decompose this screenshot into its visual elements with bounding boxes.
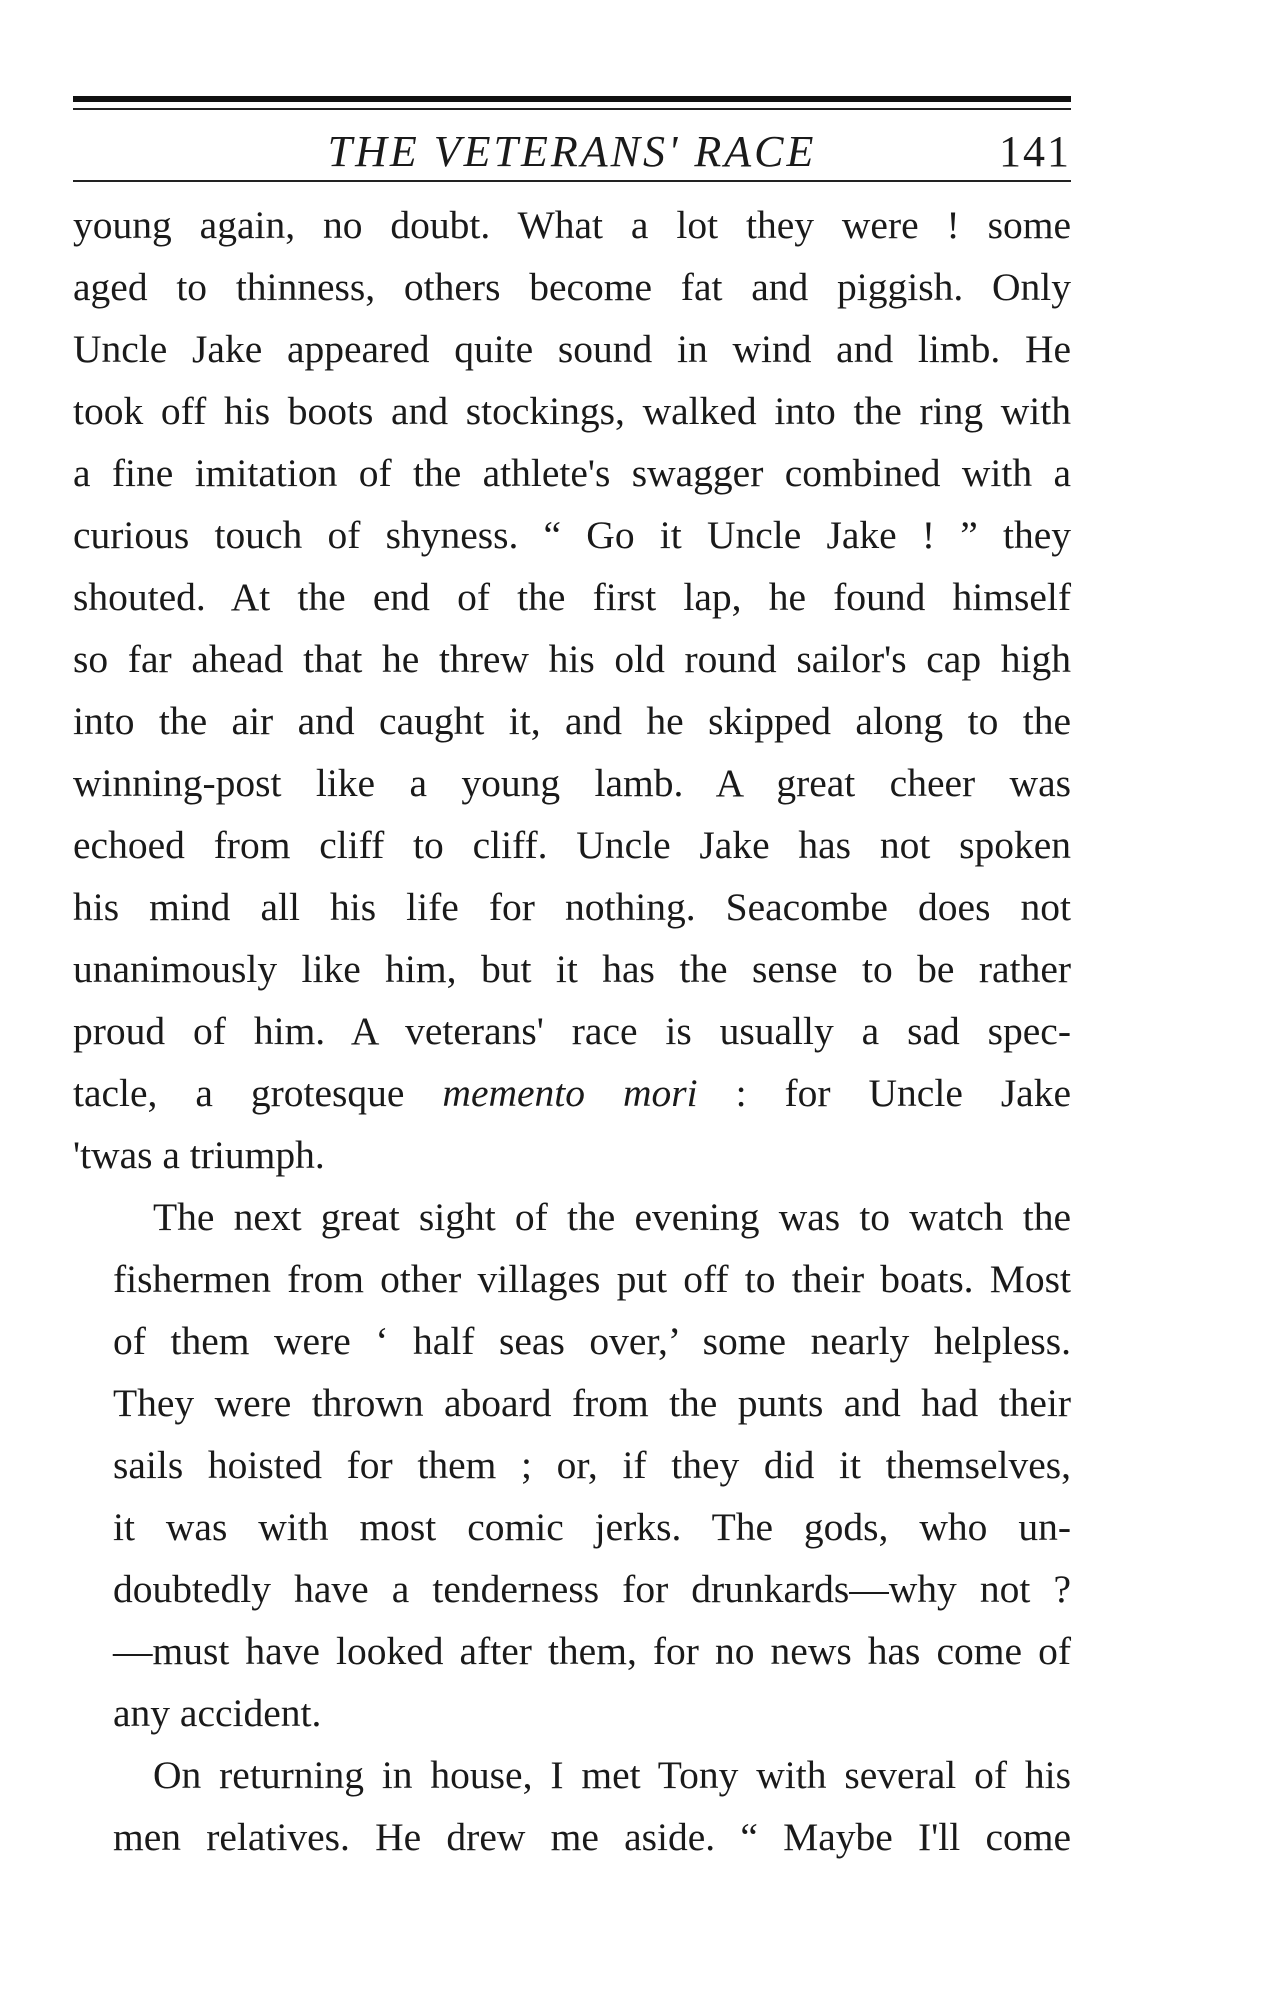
body-text bbox=[73, 194, 1071, 1868]
text-line: On returning in house, I met Tony with several of his bbox=[153, 1753, 1071, 1797]
text-line: young again, no doubt. What a lot they were ! some bbox=[73, 203, 1071, 247]
text-line: 'twas a triumph. bbox=[73, 1133, 325, 1177]
text-line: sails hoisted for them ; or, if they did it themselves, bbox=[113, 1443, 1071, 1487]
text-line: echoed from cliff to cliff. Uncle Jake has not spoken bbox=[73, 823, 1071, 867]
paragraph-2 bbox=[73, 1186, 1071, 1744]
text-line: Uncle Jake appeared quite sound in wind and limb. He bbox=[73, 327, 1071, 371]
text-line: into the air and caught it, and he skipped along to the bbox=[73, 699, 1071, 743]
text-line: took off his boots and stockings, walked into the ring with bbox=[73, 389, 1071, 433]
page-number: 141 bbox=[999, 127, 1071, 176]
text-line: fishermen from other villages put off to their boats. Most bbox=[113, 1257, 1071, 1301]
header-top-thick-rule bbox=[73, 96, 1071, 102]
text-line: They were thrown aboard from the punts and had their bbox=[113, 1381, 1071, 1425]
text-line: shouted. At the end of the first lap, he found himself bbox=[73, 575, 1071, 619]
text-line: —must have looked after them, for no news has come of bbox=[113, 1629, 1071, 1673]
header-bottom-rule bbox=[73, 180, 1071, 182]
running-title: THE VETERANS' RACE bbox=[327, 127, 817, 176]
paragraph-3 bbox=[73, 1744, 1071, 1868]
text-fragment: : for Uncle Jake bbox=[697, 1071, 1072, 1115]
text-line: aged to thinness, others become fat and piggish. Only bbox=[73, 265, 1071, 309]
text-line: so far ahead that he threw his old round sailor's cap high bbox=[73, 637, 1071, 681]
paragraph-1 bbox=[73, 194, 1071, 1186]
text-line: doubtedly have a tenderness for drunkards—why not ? bbox=[113, 1567, 1071, 1611]
text-line: The next great sight of the evening was to watch the bbox=[153, 1195, 1071, 1239]
text-line: winning-post like a young lamb. A great cheer was bbox=[73, 761, 1071, 805]
text-line: a fine imitation of the athlete's swagger combined with a bbox=[73, 451, 1071, 495]
text-line: of them were ‘ half seas over,’ some nearly helpless. bbox=[113, 1319, 1071, 1363]
text-line: his mind all his life for nothing. Seacombe does not bbox=[73, 885, 1071, 929]
text-line-with-italic bbox=[73, 1062, 1071, 1124]
text-line: proud of him. A veterans' race is usually a sad spec- bbox=[73, 1009, 1071, 1053]
text-fragment: tacle, a grotesque bbox=[73, 1071, 443, 1115]
text-line: men relatives. He drew me aside. “ Maybe I'll come bbox=[113, 1815, 1071, 1859]
text-line: unanimously like him, but it has the sense to be rather bbox=[73, 947, 1071, 991]
italic-phrase: memento mori bbox=[442, 1071, 698, 1115]
text-line: curious touch of shyness. “ Go it Uncle Jake ! ” they bbox=[73, 513, 1071, 557]
book-page bbox=[73, 96, 1071, 1868]
text-line: it was with most comic jerks. The gods, who un- bbox=[113, 1505, 1071, 1549]
running-header bbox=[73, 110, 1071, 180]
text-line: any accident. bbox=[113, 1691, 322, 1735]
